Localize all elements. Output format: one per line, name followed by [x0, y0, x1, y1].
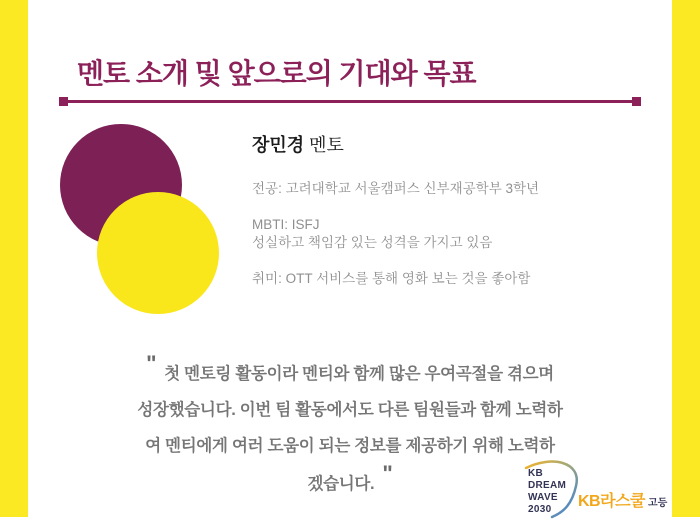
quote-line-text: 첫 멘토링 활동이라 멘티와 함께 많은 우여곡절을 겪으며: [164, 365, 554, 383]
mentor-name: 장민경: [252, 135, 305, 155]
logo-line-2030: 2030: [528, 504, 552, 515]
left-frame-bar: [0, 0, 28, 517]
page-title: 멘토 소개 및 앞으로의 기대와 목표: [77, 58, 476, 89]
right-frame-bar: [672, 0, 700, 517]
detail-mbti: MBTI: ISFJ: [252, 217, 320, 232]
logo-line-dream: DREAM: [528, 480, 567, 491]
underline-endcap-right: [632, 97, 641, 106]
quote-line: [60, 351, 640, 392]
quote-line: [60, 392, 640, 428]
detail-personality: 성실하고 책임감 있는 성격을 가지고 있음: [252, 235, 493, 250]
mentor-name-line: [252, 131, 344, 157]
logo-line-kb: KB: [528, 468, 544, 479]
kb-laschool-wordmark: [578, 488, 667, 511]
mentor-role: 멘토: [309, 135, 344, 155]
detail-spacer: [252, 252, 539, 270]
underline-endcap-left: [59, 97, 68, 106]
logo-line-wave: WAVE: [528, 492, 558, 503]
close-quote-mark: ": [382, 461, 393, 486]
quote-line-text: 여 멘티에게 여러 도움이 되는 정보를 제공하기 위해 노력하: [145, 437, 555, 455]
detail-major: 전공: 고려대학교 서울캠퍼스 신부재공학부 3학년: [252, 181, 540, 196]
detail-hobby: 취미: OTT 서비스를 통해 영화 보는 것을 좋아함: [252, 271, 531, 286]
brand-name: KB라스쿨: [578, 493, 645, 510]
mentor-details: [252, 180, 539, 288]
quote-line-text: 성장했습니다. 이번 팀 활동에서도 다른 팀원들과 함께 노력하: [137, 401, 563, 419]
brand-suffix: 고등: [647, 498, 668, 509]
decorative-circle-yellow: [97, 192, 219, 314]
quote-line-text: 겠습니다.: [307, 475, 375, 493]
kb-dream-wave-logo: [528, 468, 566, 516]
title-underline: [63, 100, 637, 103]
open-quote-mark: ": [146, 351, 157, 376]
detail-spacer: [252, 198, 539, 216]
